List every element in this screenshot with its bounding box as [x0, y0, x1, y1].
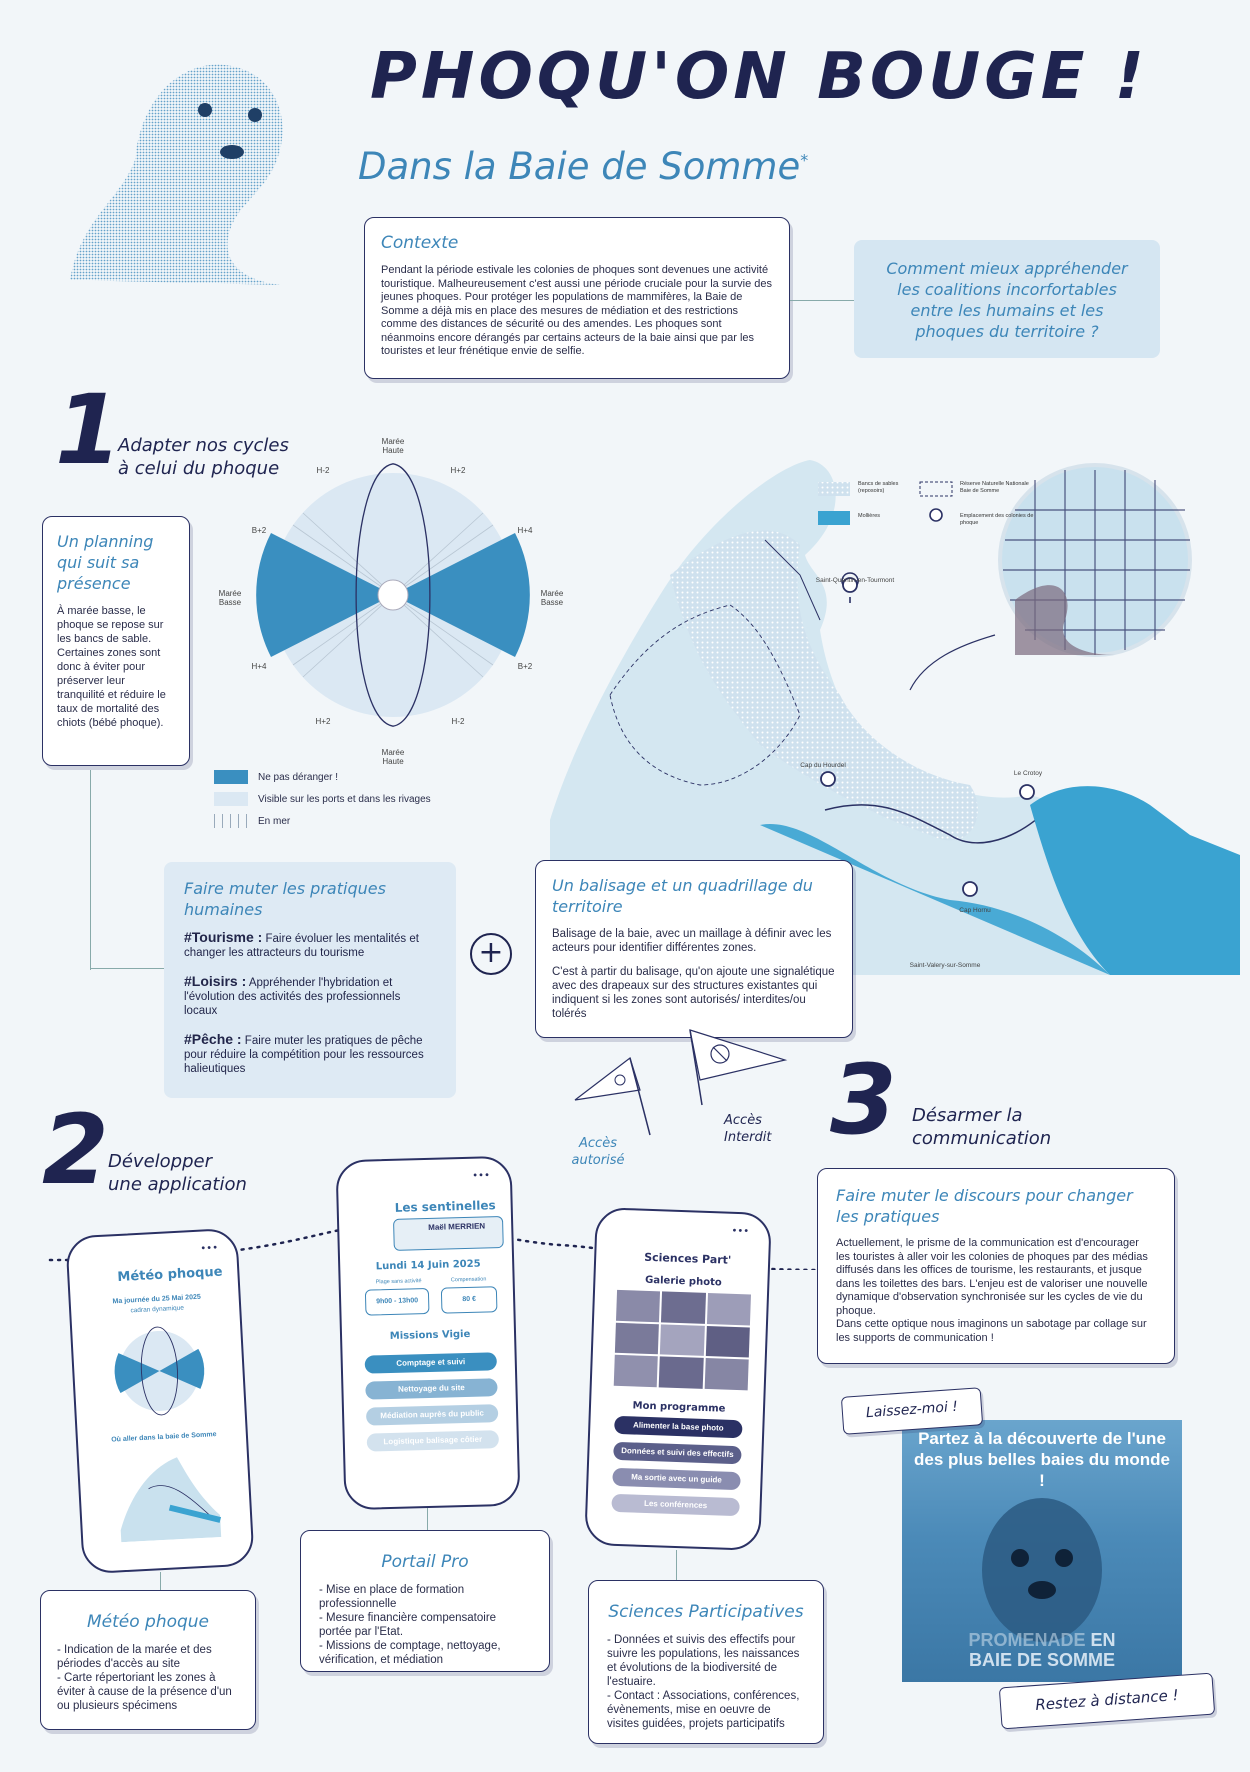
gallery-photo[interactable]	[707, 1293, 751, 1325]
flag-forbidden-icon	[680, 1020, 800, 1110]
flag-allowed-label: Accès autorisé	[571, 1136, 625, 1168]
dial-label-b2-l: B+2	[251, 526, 267, 535]
section-number-1: 1	[55, 374, 122, 486]
legend-swatch-blue	[214, 770, 248, 784]
section-number-3: 3	[830, 1044, 897, 1156]
poster-footer-a: PROMENADE	[968, 1630, 1086, 1650]
phone2-col2-label: Compensation	[450, 1276, 487, 1284]
legend-item	[214, 814, 431, 828]
dial-label-h2-tr: H+2	[450, 466, 466, 475]
pro-card-item: - Mesure financière compensatoire portée par l'Etat.	[319, 1612, 497, 1638]
meteo-card	[40, 1590, 256, 1730]
sciences-card-item: - Données et suivis des effectifs pour suivre les populations, les naissances et évolutions de la biodiversité de l'estuaire.	[607, 1634, 800, 1688]
section-3-title-line2: communication	[912, 1128, 1052, 1149]
phone-sciences	[584, 1207, 772, 1551]
section-2-title-line2: une application	[108, 1174, 247, 1195]
practices-item	[184, 930, 436, 960]
connector-line	[790, 300, 854, 301]
dial-label-h2-br: H-2	[451, 717, 465, 726]
gallery-photo[interactable]	[616, 1290, 660, 1322]
legend-label: Ne pas déranger !	[258, 771, 339, 783]
planning-body: À marée basse, le phoque se repose sur les bancs de sable. Certaines zones sont donc à éviter pour préserver leur tranquilité et réduire le taux de mortalité des chiots (bébé phoque).	[57, 605, 166, 729]
connector-line	[676, 1550, 677, 1580]
phone-dots: •••	[200, 1242, 219, 1255]
sciences-card-title: Sciences Participatives	[608, 1602, 804, 1622]
section-1-title-line1: Adapter nos cycles	[118, 435, 289, 456]
phone1-map	[107, 1445, 230, 1543]
phone3-title: Sciences Part'	[644, 1250, 732, 1267]
gallery-photo[interactable]	[704, 1358, 748, 1390]
phone2-col1-value: 9h00 - 13h00	[365, 1288, 430, 1316]
phone1-section: Où aller dans la baie de Somme	[111, 1431, 217, 1444]
meteo-card-item: - Indication de la marée et des périodes d'accès au site	[57, 1644, 212, 1670]
gallery-photo[interactable]	[705, 1326, 749, 1358]
subtitle-footnote-mark: *	[800, 150, 809, 170]
plus-icon	[470, 933, 512, 975]
poster-footer-2: BAIE DE SOMME	[968, 1650, 1115, 1670]
seal-poster	[902, 1420, 1182, 1682]
dial-label-h4-r: H+4	[517, 526, 533, 535]
poster-footer-b: EN	[1090, 1630, 1116, 1650]
page-subtitle	[358, 145, 808, 188]
phone2-col2-value: 80 €	[441, 1286, 498, 1313]
gallery-photo[interactable]	[614, 1355, 658, 1387]
dial-label-top: Marée Haute	[381, 437, 405, 455]
practices-box	[164, 862, 456, 1098]
map-legend-sand: Bancs de sables (reposoirs)	[858, 481, 899, 494]
sticker-top-text: Laissez-moi !	[865, 1398, 959, 1422]
plus-sign: +	[478, 935, 504, 970]
practices-title: Faire muter les pratiques humaines	[184, 879, 386, 919]
section-3-title-line1: Désarmer la	[912, 1105, 1023, 1126]
sticker-bottom-text: Restez à distance !	[1034, 1686, 1180, 1714]
phone1-dial	[100, 1315, 219, 1427]
map-place-cap-hourdel: Cap du Hourdel	[800, 762, 846, 769]
phone-dots: •••	[472, 1170, 491, 1182]
question-box	[854, 240, 1160, 358]
legend-item	[214, 792, 431, 806]
map-legend-reserve: Réserve Naturelle Nationale Baie de Somme	[960, 481, 1029, 494]
gallery-photo[interactable]	[661, 1291, 705, 1323]
phone2-button-comptage[interactable]: Comptage et suivi	[365, 1352, 497, 1373]
connector-line	[160, 1572, 161, 1590]
map-place-le-crotoy: Le Crotoy	[1013, 770, 1043, 777]
legend-swatch-lines	[214, 814, 248, 828]
map-place-cap-hornu: Cap Hornu	[959, 907, 991, 914]
phone2-user-card	[393, 1216, 504, 1251]
phone3-button-photo[interactable]: Alimenter la base photo	[614, 1416, 743, 1438]
context-title: Contexte	[381, 233, 459, 253]
planning-title: Un planning qui suit sa présence	[57, 532, 154, 593]
context-card	[364, 217, 790, 379]
flag-forbidden-label: Accès Interdit	[724, 1113, 772, 1145]
page-title: PHOQU'ON BOUGE !	[370, 40, 1148, 114]
dial-legend	[214, 770, 431, 828]
phone2-username: Maël MERRIEN	[428, 1221, 486, 1232]
map-legend-mollieres: Mollières	[858, 513, 881, 519]
map-place-saint-quentin: Saint-Quentin-en-Tourmont	[815, 577, 895, 584]
balisage-p1: Balisage de la baie, avec un maillage à définir avec les acteurs pour identifier différentes zones.	[552, 928, 832, 954]
pro-card-item: - Missions de comptage, nettoyage, vérification, et médiation	[319, 1640, 501, 1666]
poster-footer	[902, 1630, 1182, 1670]
gallery-photo[interactable]	[615, 1322, 659, 1354]
phone3-button-effectifs[interactable]: Données et suivi des effectifs	[613, 1442, 742, 1464]
phone1-sub: Ma journée du 25 Mai 2025	[112, 1293, 201, 1306]
phone3-button-conferences[interactable]: Les conférences	[611, 1494, 740, 1516]
planning-card	[42, 516, 190, 766]
sciences-card	[588, 1580, 824, 1744]
balisage-p2: C'est à partir du balisage, qu'on ajoute une signalétique avec des drapeaux sur des structures existantes qui indiquent si les zones sont autorisés/ interdites/ou tolérés	[552, 966, 835, 1020]
map-legend-colonies: Emplacement des colonies de phoque	[960, 513, 1034, 526]
dial-label-h4-l: H+4	[251, 662, 267, 671]
practices-text: Faire muter les pratiques de pêche pour réduire la compétition pour les ressources halieutiques	[184, 1035, 424, 1075]
phone-meteo	[65, 1228, 254, 1575]
connector-line	[90, 770, 91, 970]
subtitle-text: Dans la Baie de Somme	[358, 145, 801, 188]
gallery-photo[interactable]	[659, 1357, 703, 1389]
dial-label-right: Marée Basse	[540, 589, 564, 607]
practices-item	[184, 1032, 436, 1076]
phone-dots: •••	[731, 1225, 750, 1238]
gallery-photo[interactable]	[660, 1324, 704, 1356]
section-3-title	[912, 1104, 1051, 1150]
section-1-title-line2: à celui du phoque	[118, 458, 280, 479]
pro-card	[300, 1530, 550, 1672]
dial-label-left: Marée Basse	[218, 589, 242, 607]
practices-text: Appréhender l'hybridation et l'évolution des activités des professionnels locaux	[184, 977, 401, 1017]
dial-label-h2-tl: H-2	[316, 466, 330, 475]
tide-dial	[215, 430, 575, 770]
sciences-card-item: - Contact : Associations, conférences, évènements, mise en oeuvre de visites guidées, projets participatifs	[607, 1690, 800, 1730]
connector-line	[90, 968, 165, 969]
phone1-sub2: cadran dynamique	[130, 1304, 185, 1315]
balisage-title: Un balisage et un quadrillage du territoire	[552, 876, 813, 916]
practices-tag: #Loisirs :	[184, 973, 247, 989]
legend-item	[214, 770, 431, 784]
dial-label-bottom: Marée Haute	[381, 748, 405, 766]
legend-label: En mer	[258, 815, 291, 827]
poster-headline: Partez à la découverte de l'une des plus belles baies du monde !	[913, 1429, 1170, 1490]
pro-card-title: Portail Pro	[381, 1552, 469, 1572]
connector-line	[427, 1508, 428, 1530]
seal-illustration	[40, 40, 300, 290]
section-2-title-line1: Développer	[108, 1151, 213, 1172]
phone2-button-mediation[interactable]: Médiation auprès du public	[366, 1404, 498, 1425]
section-number-2: 2	[42, 1094, 109, 1206]
question-text: Comment mieux appréhender les coalitions incorfortables entre les humains et les phoques du territoire ?	[886, 259, 1128, 341]
legend-label: Visible sur les ports et dans les rivages	[258, 793, 431, 805]
phone2-button-logistique[interactable]: Logistique balisage côtier	[367, 1430, 499, 1451]
dial-label-b2-r: B+2	[517, 662, 533, 671]
phone3-section: Mon programme	[632, 1400, 726, 1415]
balisage-card	[535, 860, 853, 1038]
communication-p1: Actuellement, le prisme de la communication est d'encourager les touristes à aller voir les colonies de phoques par des médias diffusés dans les offices de tourisme, les restaurants, et jusque dans les toilettes des bars. L'enjeu est de valoriser une nouvelle dynamique d'observation synchronisée sur les cycles de vie du phoque.	[836, 1237, 1148, 1317]
flag-allowed-icon	[560, 1050, 670, 1140]
phone3-gallery-title: Galerie photo	[644, 1274, 722, 1289]
phone2-date: Lundi 14 Juin 2025	[375, 1258, 481, 1273]
phone-sentinelles	[335, 1156, 520, 1510]
meteo-card-item: - Carte répertoriant les zones à éviter à cause de la présence d'un ou plusieurs spécimens	[57, 1672, 232, 1712]
practices-item	[184, 974, 436, 1018]
phone2-col1-label: Plage sans activité	[375, 1278, 422, 1286]
meteo-card-title: Météo phoque	[86, 1612, 210, 1632]
legend-swatch-pale	[214, 792, 248, 806]
practices-tag: #Pêche :	[184, 1031, 242, 1047]
communication-card	[817, 1168, 1175, 1364]
dial-label-h2-bl: H+2	[315, 717, 331, 726]
phone1-title: Météo phoque	[117, 1264, 223, 1286]
context-body: Pendant la période estivale les colonies de phoques sont devenues une activité touristique. Malheureusement c'est aussi une période cruciale pour la survie des jeunes phoques. Pour protéger les populations de mammifères, la Baie de Somme a déjà mis en place des mesures de médiation et des restrictions comme des distances de sécurité ou des amendes. Les phoques sont néanmoins encore dérangés par certains acteurs de la baie ainsi que par les touristes et leur frénétique envie de selfie.	[381, 264, 772, 357]
phone2-button-nettoyage[interactable]: Nettoyage du site	[365, 1378, 497, 1399]
communication-title: Faire muter le discours pour changer les pratiques	[836, 1186, 1133, 1226]
communication-p2: Dans cette optique nous imaginons un sabotage par collage sur les supports de communication !	[836, 1318, 1147, 1344]
phone2-section: Missions Vigie	[389, 1328, 471, 1342]
phone2-title: Les sentinelles	[394, 1198, 496, 1215]
practices-tag: #Tourisme :	[184, 929, 263, 945]
pro-card-item: - Mise en place de formation professionnelle	[319, 1584, 465, 1610]
phone3-gallery	[614, 1290, 751, 1391]
practices-text: Faire évoluer les mentalités et changer les attracteurs du tourisme	[184, 933, 419, 959]
map-place-saint-valery: Saint-Valery-sur-Somme	[909, 962, 981, 969]
phone3-button-guide[interactable]: Ma sortie avec un guide	[612, 1468, 741, 1490]
